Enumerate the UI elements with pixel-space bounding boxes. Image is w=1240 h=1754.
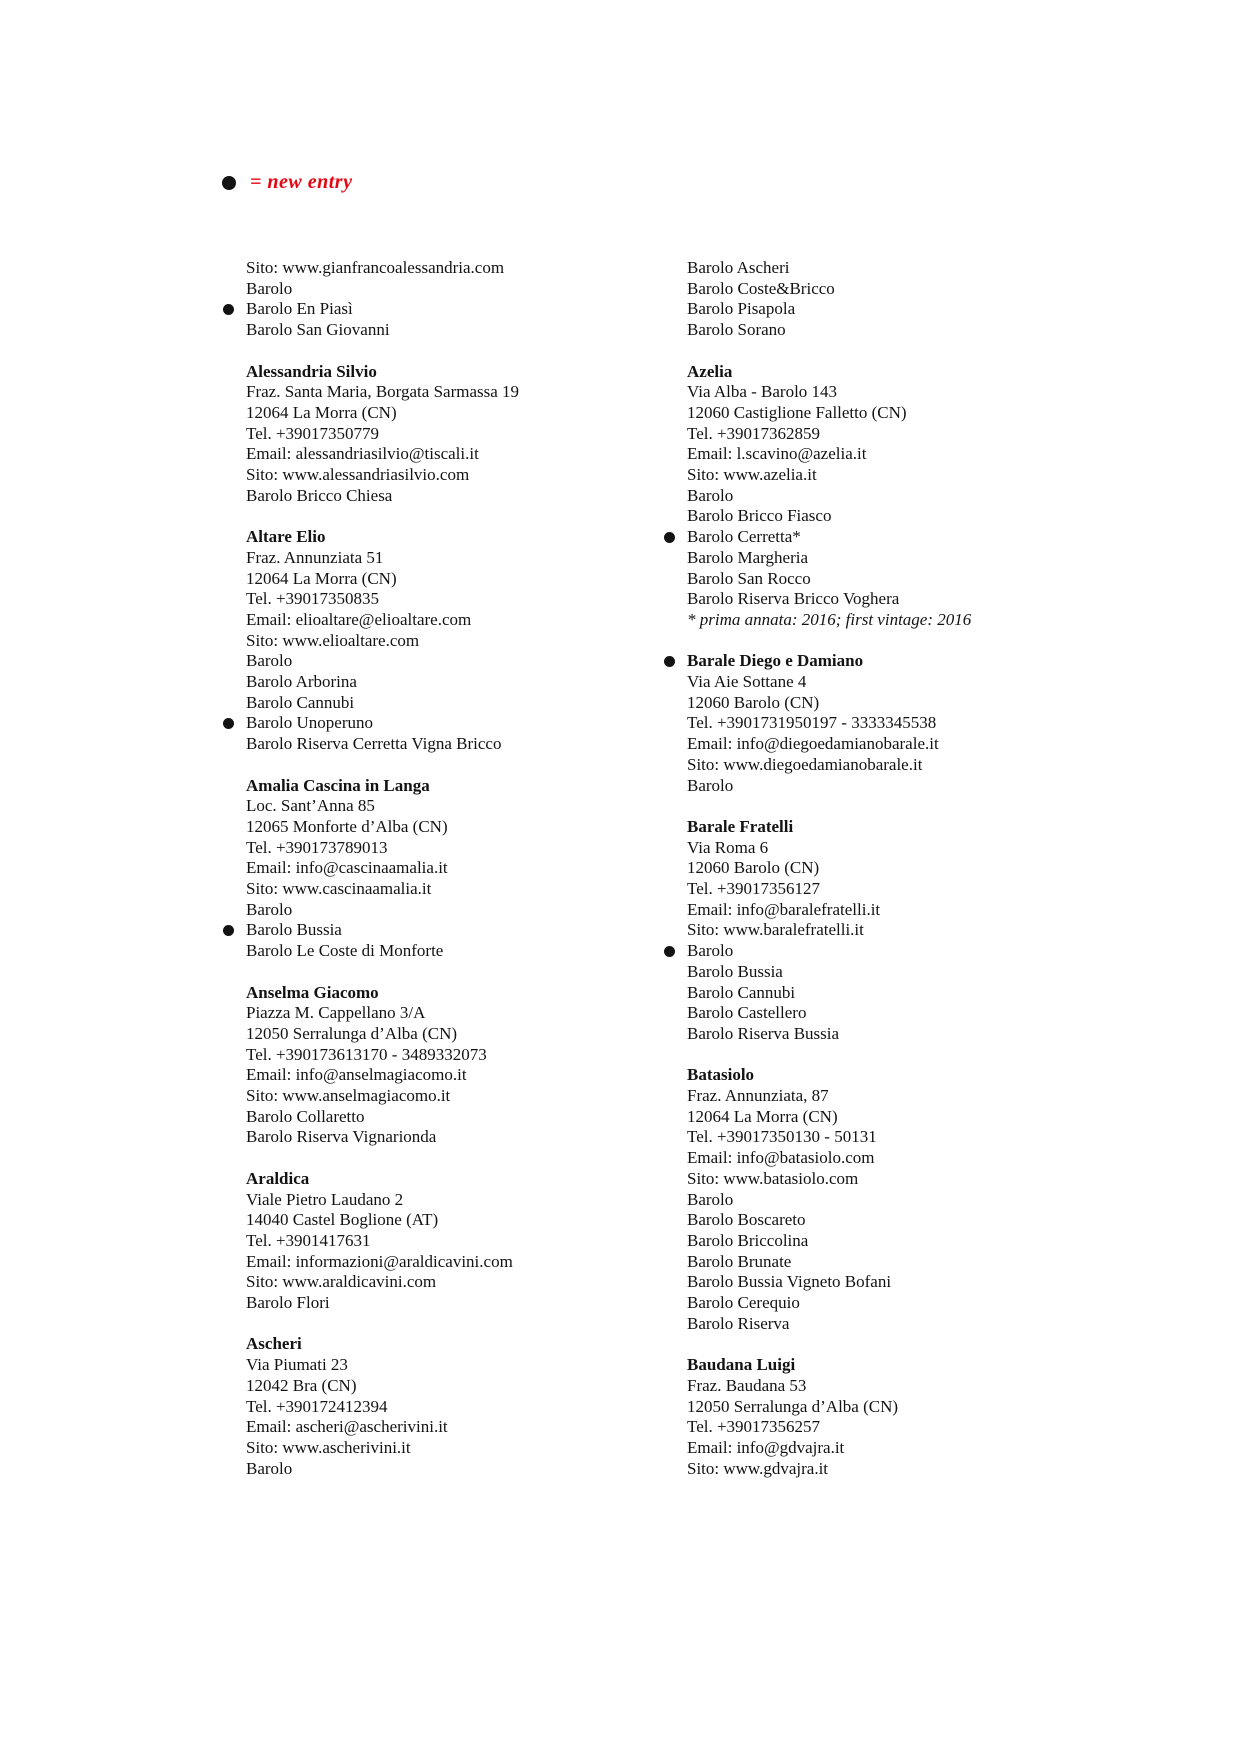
entry-line — [246, 1293, 646, 1314]
line-text: Tel. +39017350779 — [246, 423, 380, 443]
line-text: Batasiolo — [687, 1065, 755, 1085]
line-text: Tel. +39017362859 — [687, 423, 821, 443]
column-left — [246, 258, 646, 1500]
producer-entry-block — [246, 776, 646, 962]
line-text: Barolo Boscareto — [687, 1210, 806, 1230]
entry-line — [246, 1231, 646, 1252]
line-text: 14040 Castel Boglione (AT) — [246, 1210, 439, 1230]
entry-line — [687, 1397, 1107, 1418]
entry-line — [246, 548, 646, 569]
producer-entry-block — [687, 1065, 1107, 1334]
line-text: Barolo Riserva — [687, 1313, 790, 1333]
line-text: Barolo — [687, 485, 734, 505]
new-entry-bullet-icon — [664, 946, 675, 957]
line-text: Barolo Bricco Fiasco — [687, 506, 832, 526]
producer-entry-block — [246, 1334, 646, 1479]
line-text: Tel. +390173789013 — [246, 837, 388, 857]
entry-line — [687, 1003, 1107, 1024]
entry-line — [246, 1252, 646, 1273]
entry-line — [246, 693, 646, 714]
entry-line — [687, 320, 1107, 341]
entry-line — [246, 589, 646, 610]
line-text: Tel. +390173613170 - 3489332073 — [246, 1044, 487, 1064]
line-text: Viale Pietro Laudano 2 — [246, 1189, 404, 1209]
entry-line — [246, 299, 646, 320]
entry-line — [687, 382, 1107, 403]
line-text: Barolo Pisapola — [687, 299, 796, 319]
line-text: 12050 Serralunga d’Alba (CN) — [246, 1023, 458, 1043]
entry-line — [246, 631, 646, 652]
line-text: 12060 Castiglione Falletto (CN) — [687, 402, 907, 422]
entry-line — [246, 1210, 646, 1231]
entry-line — [687, 610, 1107, 631]
line-text: Barolo San Rocco — [687, 568, 811, 588]
entry-line — [246, 817, 646, 838]
line-text: Via Piumati 23 — [246, 1355, 348, 1375]
entry-line — [687, 299, 1107, 320]
producer-entry-block — [687, 817, 1107, 1045]
entry-line — [246, 1086, 646, 1107]
producer-name — [246, 362, 646, 383]
line-text: Tel. +3901731950197 - 3333345538 — [687, 713, 937, 733]
new-entry-bullet-icon — [223, 304, 234, 315]
entry-line — [687, 1190, 1107, 1211]
entry-line — [687, 1127, 1107, 1148]
entry-line — [246, 1438, 646, 1459]
entry-line — [246, 610, 646, 631]
entry-line — [246, 444, 646, 465]
line-text: Barolo Briccolina — [687, 1230, 809, 1250]
producer-name — [246, 1169, 646, 1190]
line-text: Barolo Castellero — [687, 1003, 807, 1023]
line-text: Araldica — [246, 1168, 310, 1188]
line-text: Baudana Luigi — [687, 1355, 796, 1375]
entry-line — [687, 1417, 1107, 1438]
line-text: Barolo Ascheri — [687, 258, 790, 277]
line-text: 12060 Barolo (CN) — [687, 858, 820, 878]
producer-entry-block — [246, 983, 646, 1149]
line-text: Via Aie Sottane 4 — [687, 672, 807, 692]
line-text: Barolo — [687, 941, 734, 961]
entry-line — [246, 1024, 646, 1045]
line-text: Tel. +390172412394 — [246, 1396, 388, 1416]
new-entry-bullet-icon — [222, 176, 236, 190]
entry-line — [687, 1231, 1107, 1252]
entry-line — [687, 1252, 1107, 1273]
line-text: Piazza M. Cappellano 3/A — [246, 1003, 426, 1023]
new-entry-bullet-icon — [223, 718, 234, 729]
entry-line — [246, 1107, 646, 1128]
producer-name — [246, 983, 646, 1004]
line-text: Barolo Cerequio — [687, 1293, 800, 1313]
line-text: 12042 Bra (CN) — [246, 1375, 357, 1395]
line-text: Fraz. Annunziata 51 — [246, 547, 384, 567]
line-text: Sito: www.araldicavini.com — [246, 1272, 437, 1292]
producer-name — [687, 1355, 1107, 1376]
entry-line — [687, 403, 1107, 424]
line-text: 12064 La Morra (CN) — [246, 568, 397, 588]
line-text: Email: ascheri@ascherivini.it — [246, 1417, 448, 1437]
line-text: Barolo Unoperuno — [246, 713, 374, 733]
entry-line — [246, 1417, 646, 1438]
line-text: Tel. +39017356257 — [687, 1417, 821, 1437]
producer-name — [687, 1065, 1107, 1086]
entry-line — [246, 941, 646, 962]
entry-line — [246, 424, 646, 445]
line-text: Sito: www.elioaltare.com — [246, 630, 420, 650]
entry-line — [687, 1438, 1107, 1459]
entry-line — [246, 1190, 646, 1211]
producer-name — [246, 1334, 646, 1355]
line-text: Email: info@batasiolo.com — [687, 1148, 875, 1168]
line-text: Barolo Collaretto — [246, 1106, 365, 1126]
entry-line — [687, 548, 1107, 569]
entry-line — [687, 941, 1107, 962]
entry-line — [687, 983, 1107, 1004]
producer-name — [687, 817, 1107, 838]
entry-line — [246, 858, 646, 879]
entry-line — [687, 693, 1107, 714]
line-text: Barolo Bussia — [687, 961, 783, 981]
line-text: Email: alessandriasilvio@tiscali.it — [246, 444, 479, 464]
producer-name — [246, 527, 646, 548]
line-text: Barolo Flori — [246, 1293, 330, 1313]
line-text: Barolo Cerretta* — [687, 527, 801, 547]
entry-line — [246, 838, 646, 859]
new-entry-bullet-icon — [223, 925, 234, 936]
producer-name — [687, 651, 1107, 672]
line-text: Email: l.scavino@azelia.it — [687, 444, 867, 464]
line-text: Email: informazioni@araldicavini.com — [246, 1251, 513, 1271]
entry-line — [687, 672, 1107, 693]
line-text: Barolo — [246, 278, 293, 298]
entry-line — [246, 734, 646, 755]
entry-line — [246, 1003, 646, 1024]
entry-line — [246, 651, 646, 672]
entry-line — [687, 506, 1107, 527]
line-text: Barolo — [246, 1458, 293, 1478]
line-text: Barolo Bussia Vigneto Bofani — [687, 1272, 892, 1292]
entry-line — [687, 527, 1107, 548]
entry-line — [687, 734, 1107, 755]
line-text: 12060 Barolo (CN) — [687, 692, 820, 712]
line-text: Tel. +39017350130 - 50131 — [687, 1127, 877, 1147]
entry-line — [687, 486, 1107, 507]
line-text: * prima annata: 2016; first vintage: 2016 — [687, 609, 972, 629]
entry-line — [246, 1045, 646, 1066]
line-text: Email: info@cascinaamalia.it — [246, 858, 448, 878]
entry-line — [246, 486, 646, 507]
entry-line — [687, 1376, 1107, 1397]
line-text: Email: info@anselmagiacomo.it — [246, 1065, 467, 1085]
producer-entry-block — [246, 258, 646, 341]
column-right — [687, 258, 1107, 1500]
line-text: Fraz. Baudana 53 — [687, 1375, 807, 1395]
line-text: Sito: www.cascinaamalia.it — [246, 879, 432, 899]
entry-line — [687, 713, 1107, 734]
line-text: Barolo Margheria — [687, 547, 809, 567]
line-text: Barolo Riserva Vignarionda — [246, 1127, 437, 1147]
entry-line — [687, 858, 1107, 879]
line-text: Anselma Giacomo — [246, 982, 379, 1002]
entry-line — [687, 279, 1107, 300]
line-text: Barolo — [687, 1189, 734, 1209]
line-text: Sito: www.baralefratelli.it — [687, 920, 864, 940]
line-text: Sito: www.anselmagiacomo.it — [246, 1086, 451, 1106]
line-text: Barolo En Piasì — [246, 299, 353, 319]
line-text: Barolo Coste&Bricco — [687, 278, 835, 298]
line-text: Azelia — [687, 361, 733, 381]
producer-entry-block — [687, 258, 1107, 341]
entry-line — [687, 1314, 1107, 1335]
line-text: Barolo Arborina — [246, 672, 357, 692]
line-text: Barolo Sorano — [687, 320, 786, 340]
line-text: Fraz. Annunziata, 87 — [687, 1086, 829, 1106]
producer-entry-block — [246, 1169, 646, 1314]
new-entry-bullet-icon — [664, 532, 675, 543]
line-text: Barolo — [687, 775, 734, 795]
entry-line — [246, 569, 646, 590]
line-text: Amalia Cascina in Langa — [246, 775, 430, 795]
line-text: Email: info@diegoedamianobarale.it — [687, 734, 939, 754]
line-text: 12064 La Morra (CN) — [246, 402, 397, 422]
line-text: Email: info@gdvajra.it — [687, 1438, 845, 1457]
line-text: 12065 Monforte d’Alba (CN) — [246, 816, 448, 836]
entry-line — [246, 1127, 646, 1148]
line-text: Sito: www.gdvajra.it — [687, 1458, 829, 1478]
entry-line — [246, 382, 646, 403]
entry-line — [687, 465, 1107, 486]
producer-entry-block — [687, 651, 1107, 796]
entry-line — [687, 879, 1107, 900]
producer-entry-block — [687, 362, 1107, 631]
entry-line — [687, 900, 1107, 921]
line-text: Via Alba - Barolo 143 — [687, 382, 838, 402]
line-text: Fraz. Santa Maria, Borgata Sarmassa 19 — [246, 382, 520, 402]
entry-line — [246, 1355, 646, 1376]
entry-line — [246, 258, 646, 279]
entry-line — [687, 1210, 1107, 1231]
entry-line — [687, 1024, 1107, 1045]
line-text: Sito: www.alessandriasilvio.com — [246, 465, 470, 485]
line-text: Barolo San Giovanni — [246, 320, 390, 340]
entry-line — [246, 320, 646, 341]
line-text: Sito: www.diegoedamianobarale.it — [687, 754, 923, 774]
line-text: Email: info@baralefratelli.it — [687, 899, 881, 919]
entry-line — [246, 465, 646, 486]
line-text: Barolo Cannubi — [246, 692, 355, 712]
line-text: Barale Diego e Damiano — [687, 651, 864, 671]
line-text: Tel. +39017350835 — [246, 589, 380, 609]
entry-line — [687, 920, 1107, 941]
entry-line — [246, 879, 646, 900]
entry-line — [246, 1459, 646, 1480]
new-entry-bullet-icon — [664, 656, 675, 667]
line-text: 12064 La Morra (CN) — [687, 1106, 838, 1126]
producer-entry-block — [687, 1355, 1107, 1479]
entry-line — [687, 1086, 1107, 1107]
line-text: Barolo Riserva Bussia — [687, 1023, 840, 1043]
line-text: Tel. +3901417631 — [246, 1230, 371, 1250]
entry-line — [246, 1065, 646, 1086]
producer-name — [687, 362, 1107, 383]
entry-line — [246, 920, 646, 941]
line-text: Altare Elio — [246, 527, 326, 547]
line-text: Barolo Brunate — [687, 1251, 792, 1271]
line-text: Barolo Bricco Chiesa — [246, 485, 393, 505]
entry-line — [246, 672, 646, 693]
line-text: Sito: www.ascherivini.it — [246, 1437, 411, 1457]
line-text: Tel. +39017356127 — [687, 879, 821, 899]
entry-line — [687, 1107, 1107, 1128]
producer-name — [246, 776, 646, 797]
line-text: Via Roma 6 — [687, 837, 769, 857]
entry-line — [687, 424, 1107, 445]
line-text: Barolo Riserva Cerretta Vigna Bricco — [246, 734, 502, 754]
line-text: Ascheri — [246, 1334, 302, 1354]
entry-line — [687, 838, 1107, 859]
entry-line — [687, 962, 1107, 983]
entry-line — [246, 279, 646, 300]
entry-line — [687, 444, 1107, 465]
entry-line — [687, 1459, 1107, 1480]
producer-entry-block — [246, 362, 646, 507]
entry-line — [246, 1376, 646, 1397]
entry-line — [687, 776, 1107, 797]
entry-line — [246, 1272, 646, 1293]
line-text: Barolo — [246, 651, 293, 671]
producer-entry-block — [246, 527, 646, 755]
new-entry-legend — [222, 171, 352, 194]
entry-line — [246, 796, 646, 817]
entry-line — [687, 1272, 1107, 1293]
line-text: Barolo Cannubi — [687, 982, 796, 1002]
line-text: Alessandria Silvio — [246, 361, 377, 381]
line-text: Barale Fratelli — [687, 816, 794, 836]
entry-line — [687, 755, 1107, 776]
line-text: 12050 Serralunga d’Alba (CN) — [687, 1396, 899, 1416]
new-entry-legend-label: = new entry — [250, 171, 353, 193]
line-text: Loc. Sant’Anna 85 — [246, 796, 375, 816]
line-text: Barolo — [246, 899, 293, 919]
entry-line — [687, 258, 1107, 279]
line-text: Sito: www.azelia.it — [687, 465, 817, 485]
entry-line — [246, 713, 646, 734]
entry-line — [246, 1397, 646, 1418]
entry-line — [246, 900, 646, 921]
line-text: Barolo Bussia — [246, 920, 342, 940]
line-text: Sito: www.gianfrancoalessandria.com — [246, 258, 505, 277]
entry-line — [687, 569, 1107, 590]
entry-line — [687, 1148, 1107, 1169]
entry-line — [687, 1293, 1107, 1314]
entry-line — [246, 403, 646, 424]
entry-line — [687, 1169, 1107, 1190]
line-text: Sito: www.batasiolo.com — [687, 1168, 859, 1188]
line-text: Barolo Le Coste di Monforte — [246, 941, 444, 961]
entry-line — [687, 589, 1107, 610]
line-text: Barolo Riserva Bricco Voghera — [687, 589, 900, 609]
line-text: Email: elioaltare@elioaltare.com — [246, 609, 472, 629]
